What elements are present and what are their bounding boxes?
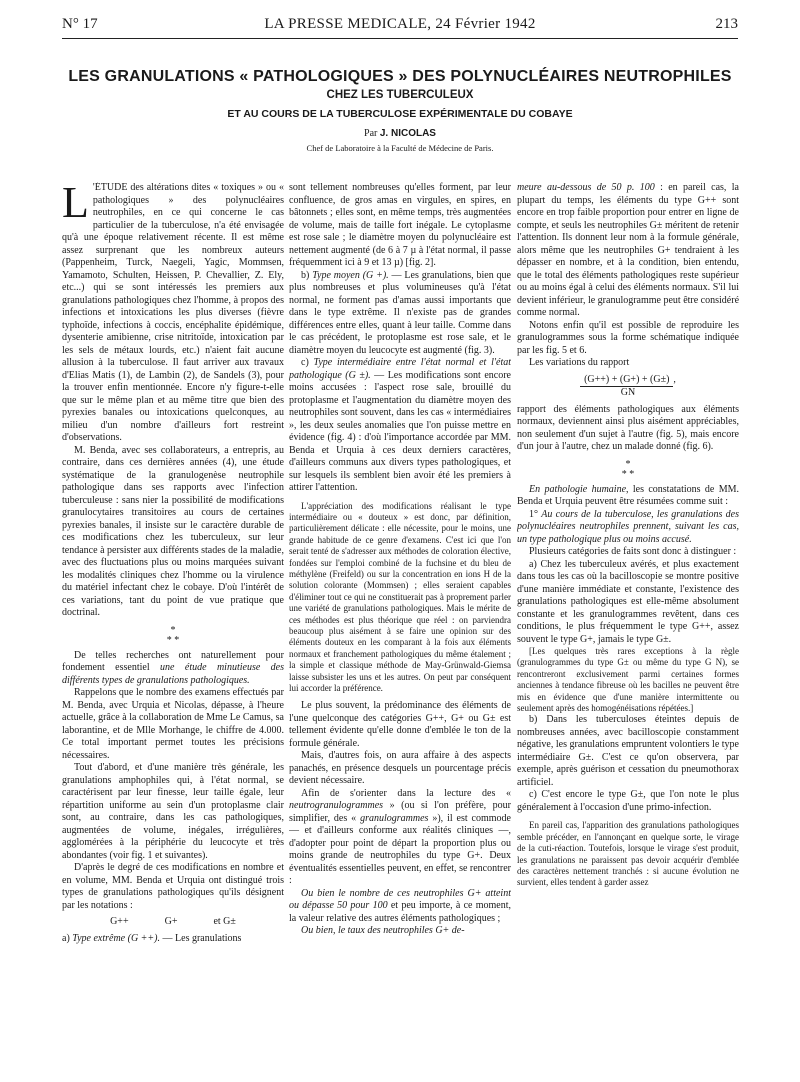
text-column-3 — [517, 182, 739, 1062]
paragraph: Ou bien, le taux des neutrophiles G+ de- — [301, 925, 465, 937]
paragraph: sont tellement nombreuses qu'elles forment, par leur confluence, de gros amas en virgules, en spires, en bâtonnets ; elles sont, en même temps, très augmentées de volume, mais de taille fort inégale. Le cytoplasme est rose sale ; le diamètre moyen du polynucléaire est nettement augmenté (de 6 à 7 µ à l'état normal, il passe fréquemment ici à 9 et 13 µ) [fig. 2]. — [289, 182, 511, 268]
article-subtitle-2: ET AU COURS DE LA TUBERCULOSE EXPÉRIMENTALE DU COBAYE — [227, 108, 573, 120]
small-print-block — [517, 820, 739, 888]
article-title: LES GRANULATIONS « PATHOLOGIQUES » DES POLYNUCLÉAIRES NEUTROPHILES — [68, 68, 732, 85]
paragraph: Afin de s'orienter dans la lecture des « neutrogranulogrammes » (ou si l'on préfère, pour simplifier, des « granulogrammes »), il est commode — et d'ailleurs conforme aux réalités cliniques —, d'adopter pour point de départ la proportion plus ou moins grande de neutrophiles du type G+. Deux éventualités essentielles peuvent, en effet, se rencontrer : — [289, 787, 511, 887]
small-print-block — [517, 646, 739, 714]
paragraph: Rappelons que le nombre des examens effectués par M. Benda, avec Urquia et Nicolas, dépasse, à l'heure actuelle, grâce à la collaboration de Mme Le Camus, sa laborantine, et de Mlle Morhange, le chiffre de 4.000. Ce total important permet toutes les précisions nécessaires. — [62, 687, 284, 761]
paragraph: a) Type extrême (G ++). — Les granulations — [62, 932, 242, 944]
paragraph: Notons enfin qu'il est possible de reproduire les granulogrammes sous la forme schématique indiquée par les fig. 5 et 6. — [517, 319, 739, 356]
issue-number: N° 17 — [62, 16, 98, 32]
paragraph: Tout d'abord, et d'une manière très générale, les granulations amphophiles qui, à l'état normal, se caractérisent par leur finesse, leur taille égale, leur répartition uniforme au sein d'un protoplasme clair sont, au contraire, dans les cas pathologiques, augmentées de volume, inégales, irrégulières, agglomérées à la périphérie du leucocyte et très abondantes (voir fig. 1 et suivantes). — [62, 762, 284, 861]
paragraph: meure au-dessous de 50 p. 100 : en pareil cas, la plupart du temps, les éléments du type G++ sont encore en trop faible proportion pour entrer en ligne de compte, et seuls les neutrophiles G± méritent de retenir l'attention. Ils donnent leur nom à la formule générale, alors même que les neutrophiles G+ tendraient à les dépasser en nombre, et à la condition, bien entendu, que le total des éléments pathologiques reste supérieur ou au moins égal à celui des éléments normaux. S'il lui devient inférieur, le granulogramme peut être considéré comme normal. — [517, 182, 739, 318]
article-subtitle: CHEZ LES TUBERCULEUX — [326, 89, 474, 101]
paragraph: En pareil cas, l'apparition des granulations pathologiques semble précéder, en l'annonçant en quelque sorte, le virage de la cuti-réaction. Toutefois, lorsque le virage s'est produit, les granulations ne paraissent pas devoir acquérir d'emblée des caractères nettement tranchés : si aucune évolution ne survient, elles tendent à garder assez — [517, 820, 739, 888]
journal-title: LA PRESSE MEDICALE, 24 Février 1942 — [264, 16, 536, 32]
drop-cap: L — [62, 182, 89, 227]
paragraph: c) Type intermédiaire entre l'état normal et l'état pathologique (G ±). — Les modifications sont encore moins accusées : l'aspect rose sale, brouillé du protoplasme et l'augmentation du diamètre moyen des neutrophiles sont souvent, dans les cas « intermédiaires », les deux seules anomalies que l'on puisse mettre en évidence (fig. 4) : d'où l'importance accordée par MM. Benda et Urquia à ces deux derniers caractères, d'ailleurs communs aux divers types pathologiques, et sur lesquels ils semblent bien avoir été les premiers à attirer l'attention. — [289, 357, 511, 493]
running-header — [62, 16, 738, 36]
paragraph: rapport des éléments pathologiques aux éléments normaux, deviennent ainsi plus aisément appréciables, non seulement d'un sujet à l'autre (fig. 5), mais encore d'un jour à l'autre, chez un malade donné (fig. 6). — [517, 403, 739, 452]
small-print-block — [289, 501, 511, 695]
paragraph: [Les quelques très rares exceptions à la règle (granulogrammes du type G± ou même du type G N), se rencontreront exclusivement parmi certaines formes anciennes à tendance fibreuse où les bacilles ne peuvent être mis en évidence que d'une manière intermittente ou seulement après des homogénéisations répétées.] — [517, 646, 739, 714]
paragraph: Plusieurs catégories de faits sont donc à distinguer : — [529, 546, 737, 557]
paragraph: Mais, d'autres fois, on aura affaire à des aspects panachés, en présence desquels un pourcentage précis devient nécessaire. — [289, 750, 511, 787]
paragraph: Les variations du rapport — [529, 357, 630, 368]
section-separator: * * * — [621, 458, 635, 480]
author-line: Par J. NICOLAS — [364, 128, 436, 139]
paragraph: M. Benda, avec ses collaborateurs, a entrepris, au contraire, dans ces dernières années (4), une étude systématique de la granulogenèse neutrophile pathologique dans ses rapports avec l'infection tuberculeuse : sans nier la possibilité de modifications granulocytaires transitoires au cours de certaines pyrexies banales, il insiste sur le caractère durable de ces modifications chez les tuberculeux, sur leur tendance à persister aux différents stades de la maladie, avec des fluctuations plus ou moins marquées suivant les modalités cliniques chez l'homme ou la virulence du matériel infectant chez le cobaye. D'où l'intérêt de ces variations, tant du point de vue pratique que doctrinal. — [62, 444, 284, 618]
paragraph: De telles recherches ont naturellement pour fondement essentiel une étude minutieuse des différents types de granulations pathologiques. — [62, 649, 284, 686]
paragraph: a) Chez les tuberculeux avérés, et plus exactement dans tous les cas où la bacilloscopie se montre positive d'une manière immédiate et constante, l'existence des granulations pathologiques est elle-même absolument constante et les granulogrammes revêtent, dans ces conditions, le plus fréquemment le type G++, assez souvent le type G+, jamais le type G±. — [517, 558, 739, 645]
ratio-formula: (G++) + (G+) + (G±) , GN — [517, 374, 739, 400]
paragraph: L 'ÉTUDE des altérations dites « toxiques » ou « pathologiques » des polynucléaires neutrophiles, en ce qui concerne le cas particulier de la tuberculose, n'a été envisagée qu'à une époque relativement récente. Il est même assez surprenant que les nombreux auteurs (Pappenheim, Turck, Naegeli, Yagic, Mommsen, Yamamoto, Schulten, Heissen, P. Chevallier, Z. Ely, etc...) qui se sont intéressés les premiers aux granulations pathologiques chez l'homme, à propos des infections et intoxications les plus diverses (fièvre typhoïde, infections à coccis, encéphalite épidémique, dysenterie amibienne, crise nitritoïde, intoxication par les sels de métaux lourds, etc.) n'aient fait aucune allusion à la tuberculose. Il faut arriver aux travaux d'Elias Matis (1), de Lambin (2), de Sandels (3), pour la trouver enfin mentionnée. Encore n'y figure-t-elle que sur le même plan et au même titre que bien des pyrexies banales ou intoxications quelconques, au milieu d'un nombre d'ailleurs fort restreint d'observations. — [62, 182, 284, 443]
paragraph: b) Type moyen (G +). — Les granulations, bien que plus nombreuses et plus volumineuses qu'à l'état normal, ne forment pas d'amas aussi importants que dans le type extrême. Il n'existe pas de grandes différences entre elles, quant à leur taille. Comme dans le cas précédent, le protoplasme est rose sale, et le diamètre moyen du leucocyte est augmenté (fig. 3). — [289, 269, 511, 356]
formula-denominator: GN — [620, 387, 636, 398]
paragraph: En pathologie humaine, les constatations de MM. Benda et Urquia peuvent être résumées comme suit : — [517, 483, 739, 507]
formula-numerator: (G++) + (G+) + (G±) — [580, 374, 673, 388]
paragraph: 1° Au cours de la tuberculose, les granulations des polynucléaires neutrophiles prennent, suivant les cas, un type pathologique plus ou moins accusé. — [517, 508, 739, 545]
author-affiliation: Chef de Laboratoire à la Faculté de Médecine de Paris. — [306, 143, 494, 153]
header-rule — [62, 38, 738, 39]
paragraph: L'appréciation des modifications réalisant le type intermédiaire ou « douteux » est donc, par définition, particulièrement délicate : elle nécessite, pour le moins, une grande habitude de ce genre d'examens. C'est ici que l'on serait tenté de s'adresser aux méthodes de coloration élective, fondées sur l'emploi combiné de la fuchsine et du bleu de méthylène (Freifeld) ou sur la concentration en ions H de la solution colorante (Mommsen) ; elles seraient capables d'éliminer tout ce qui ne constituerait pas à proprement parler une variété de granulations pathologiques. Mais le mérite de ces méthodes est plus théorique que réel : on parviendra beaucoup plus aisément à se faire une opinion sur des éléments douteux en les comparant à la fois aux éléments normaux et franchement pathologiques du même étalement ; la simple et classique méthode de May-Grünwald-Giemsa laisse subsister les uns et les autres. On peut par conséquent lui accorder la préférence. — [289, 500, 511, 693]
paragraph: Le plus souvent, la prédominance des éléments de l'une quelconque des catégories G++, G+ ou G± est tellement évidente qu'elle donne d'emblée le ton de la formule générale. — [289, 700, 511, 749]
paragraph: b) Dans les tuberculoses éteintes depuis de nombreuses années, avec bacilloscopie constamment négative, les granulations empruntent volontiers le type intermédiaire G±. C'est ce qu'on observera, par exemple, après guérison et cessation du pneumothorax artificiel. — [517, 714, 739, 788]
text-column-2 — [289, 182, 511, 1062]
paragraph: Ou bien le nombre de ces neutrophiles G+ atteint ou dépasse 50 pour 100 et peu importe, à ce moment, la valeur relative des autres éléments pathologiques ; — [289, 887, 511, 924]
notation-line: G++ G+ et G± — [110, 916, 236, 927]
text-column-1 — [62, 182, 284, 1062]
paragraph: D'après le degré de ces modifications en nombre et en volume, MM. Benda et Urquia ont distingué trois types de granulations pathologiques qu'ils désignent par les notations : — [62, 862, 284, 911]
page-number: 213 — [715, 16, 738, 32]
section-separator: * * * — [166, 624, 180, 646]
paragraph: c) C'est encore le type G±, que l'on note le plus généralement à l'occasion d'une primo-infection. — [517, 789, 739, 813]
author-name: J. NICOLAS — [379, 128, 436, 139]
